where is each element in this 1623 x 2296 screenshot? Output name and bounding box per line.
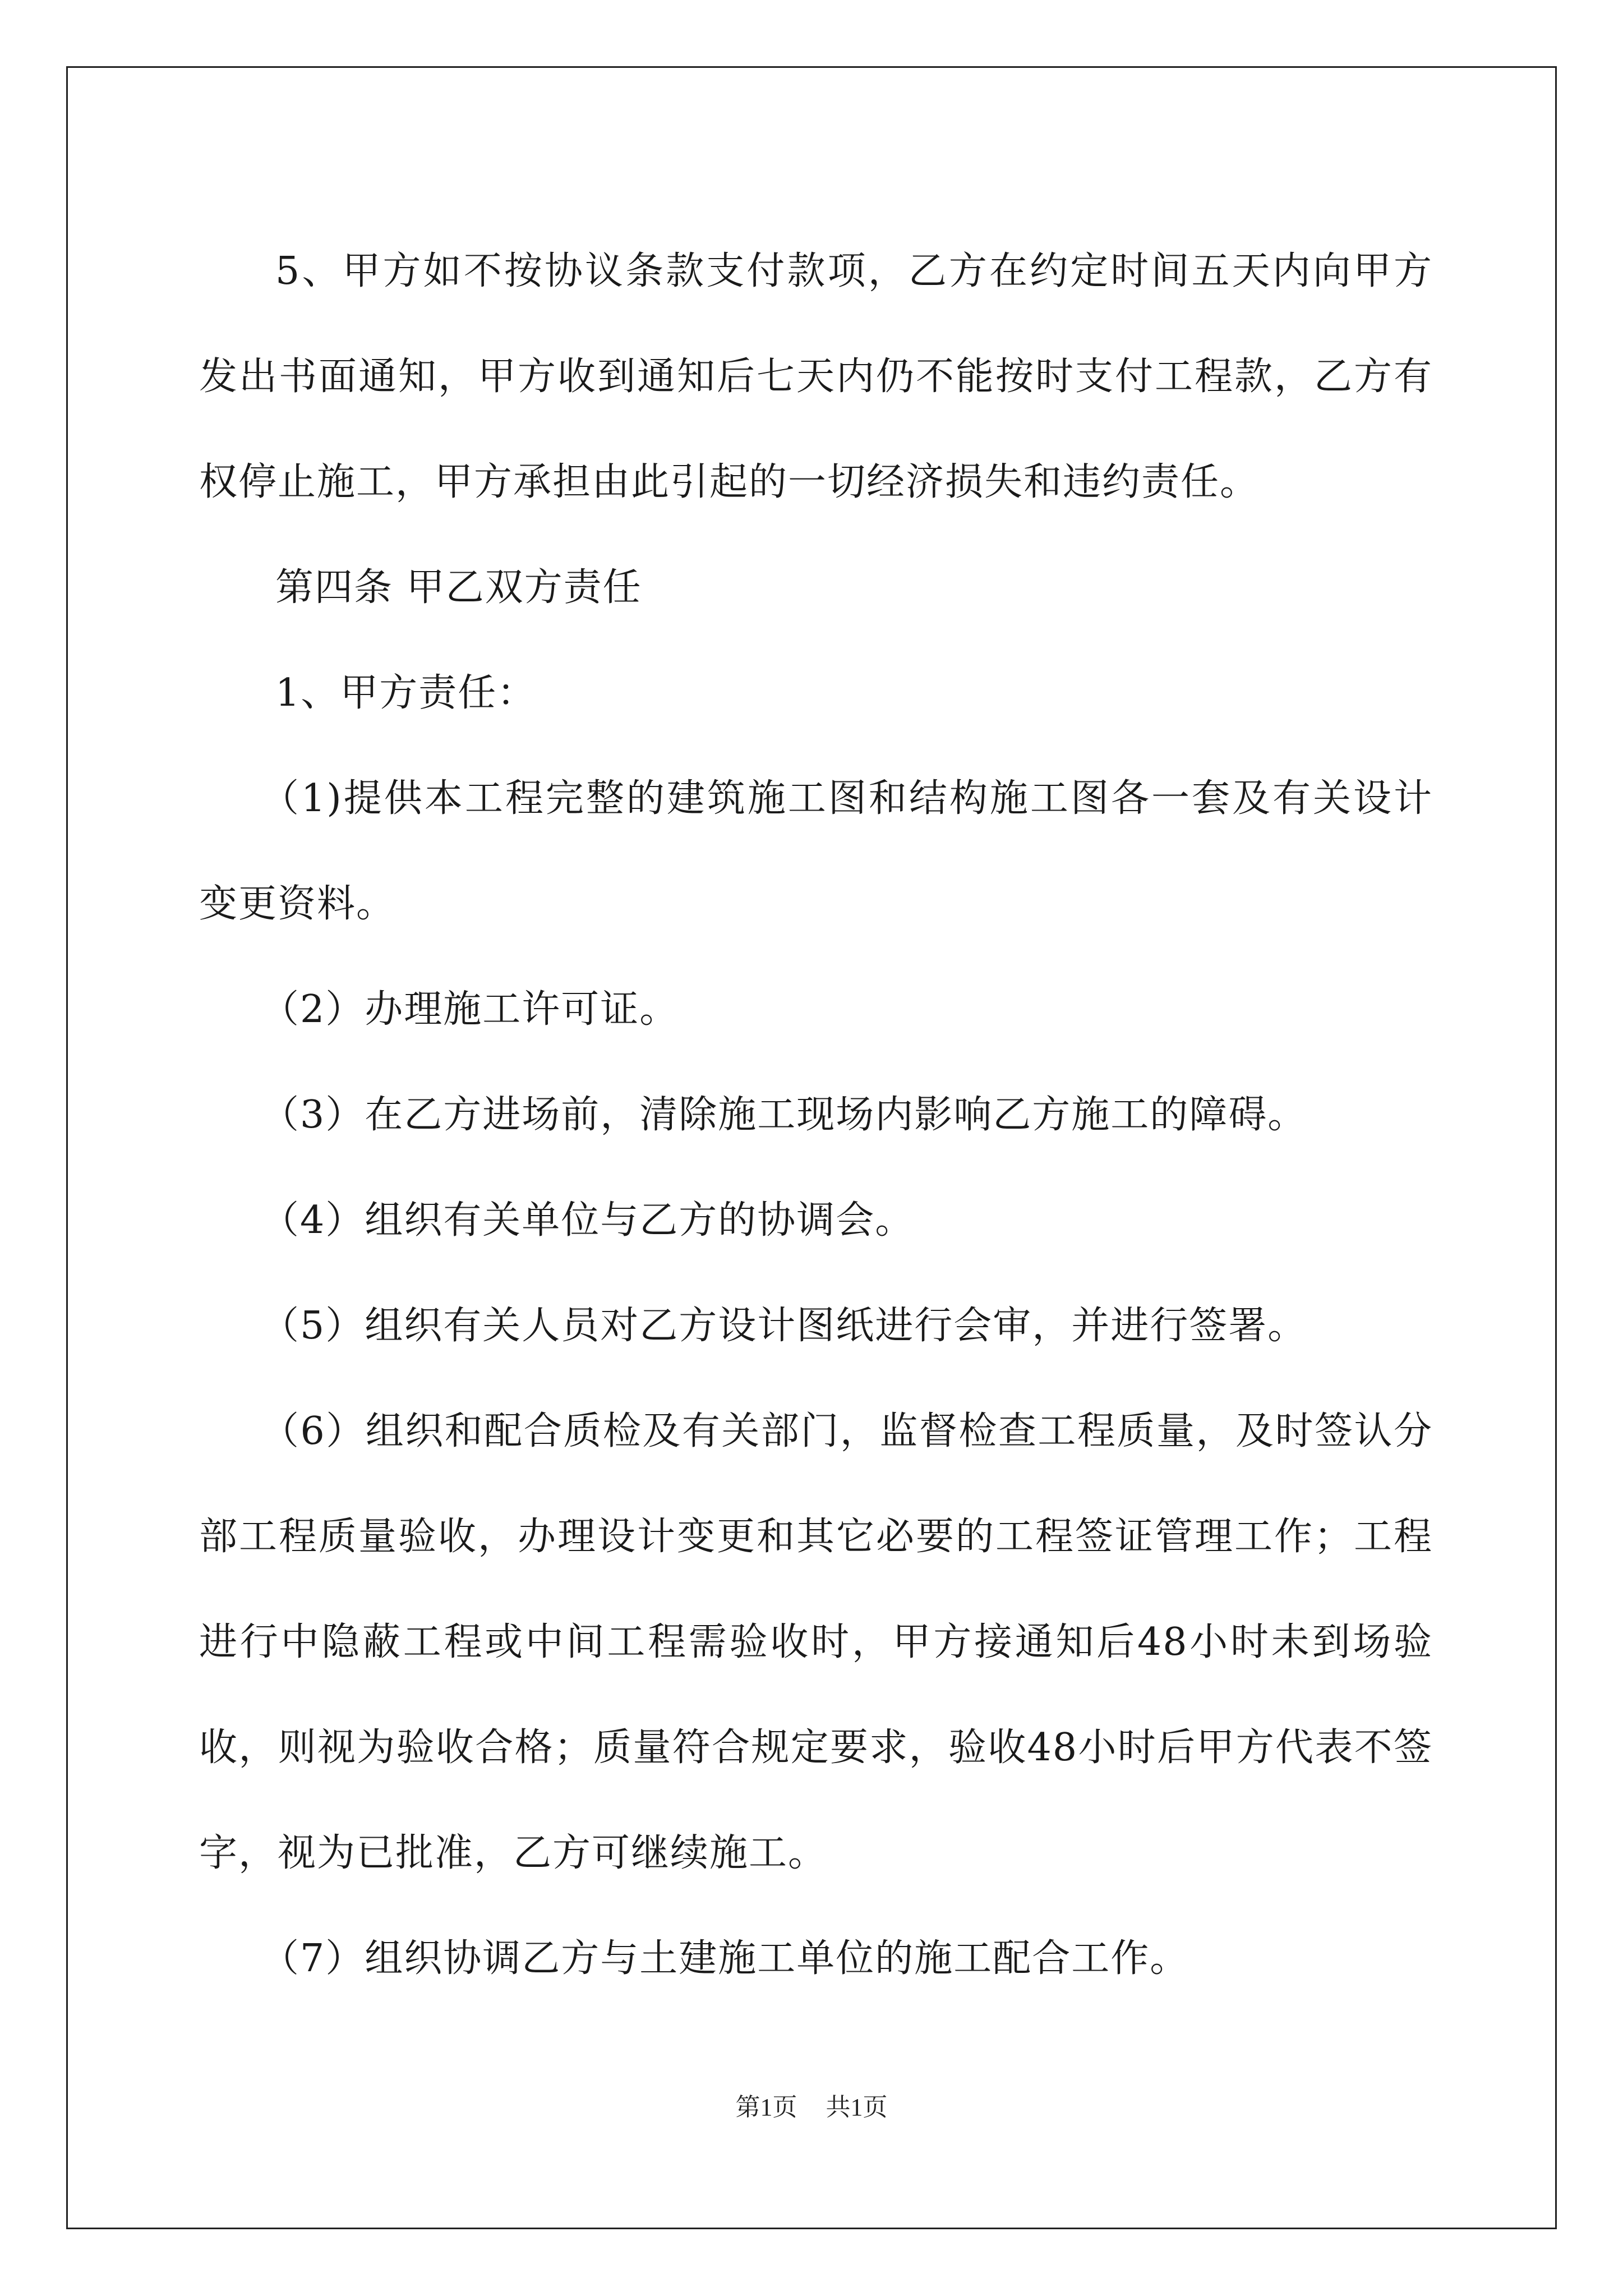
list-item-6: （6）组织和配合质检及有关部门，监督检查工程质量，及时签认分部工程质量验收，办理设计变更和其它必要的工程签证管理工作；工程进行中隐蔽工程或中间工程需验收时，甲方接通知后48小时未到场验收，则视为验收合格；质量符合规定要求，验收48小时后甲方代表不签字，视为已批准，乙方可继续施工。 [199,1409,1433,1875]
list-item-2: （2）办理施工许可证。 [261,987,679,1032]
list-item-3: （3）在乙方进场前，清除施工现场内影响乙方施工的障碍。 [261,1093,1307,1137]
list-item-1: （1)提供本工程完整的建筑施工图和结构施工图各一套及有关设计变更资料。 [199,776,1433,926]
paragraph-payment-default: 5、甲方如不按协议条款支付款项，乙方在约定时间五天内向甲方发出书面通知，甲方收到通知后七天内仍不能按时支付工程款，乙方有权停止施工，甲方承担由此引起的一切经济损失和违约责任。 [199,249,1433,504]
section-heading-article-4: 第四条 甲乙双方责任 [275,565,642,610]
document-body [199,219,1433,2012]
page-number: 第1页 [735,2093,797,2121]
list-item-4: （4）组织有关单位与乙方的协调会。 [261,1198,915,1243]
list-item-5: （5）组织有关人员对乙方设计图纸进行会审，并进行签署。 [261,1304,1307,1348]
list-item-7: （7）组织协调乙方与土建施工单位的施工配合工作。 [261,1936,1189,1981]
page-footer [0,2087,1623,2123]
subheading-party-a-duties: 1、甲方责任： [275,671,537,715]
page-total: 共1页 [826,2093,888,2121]
